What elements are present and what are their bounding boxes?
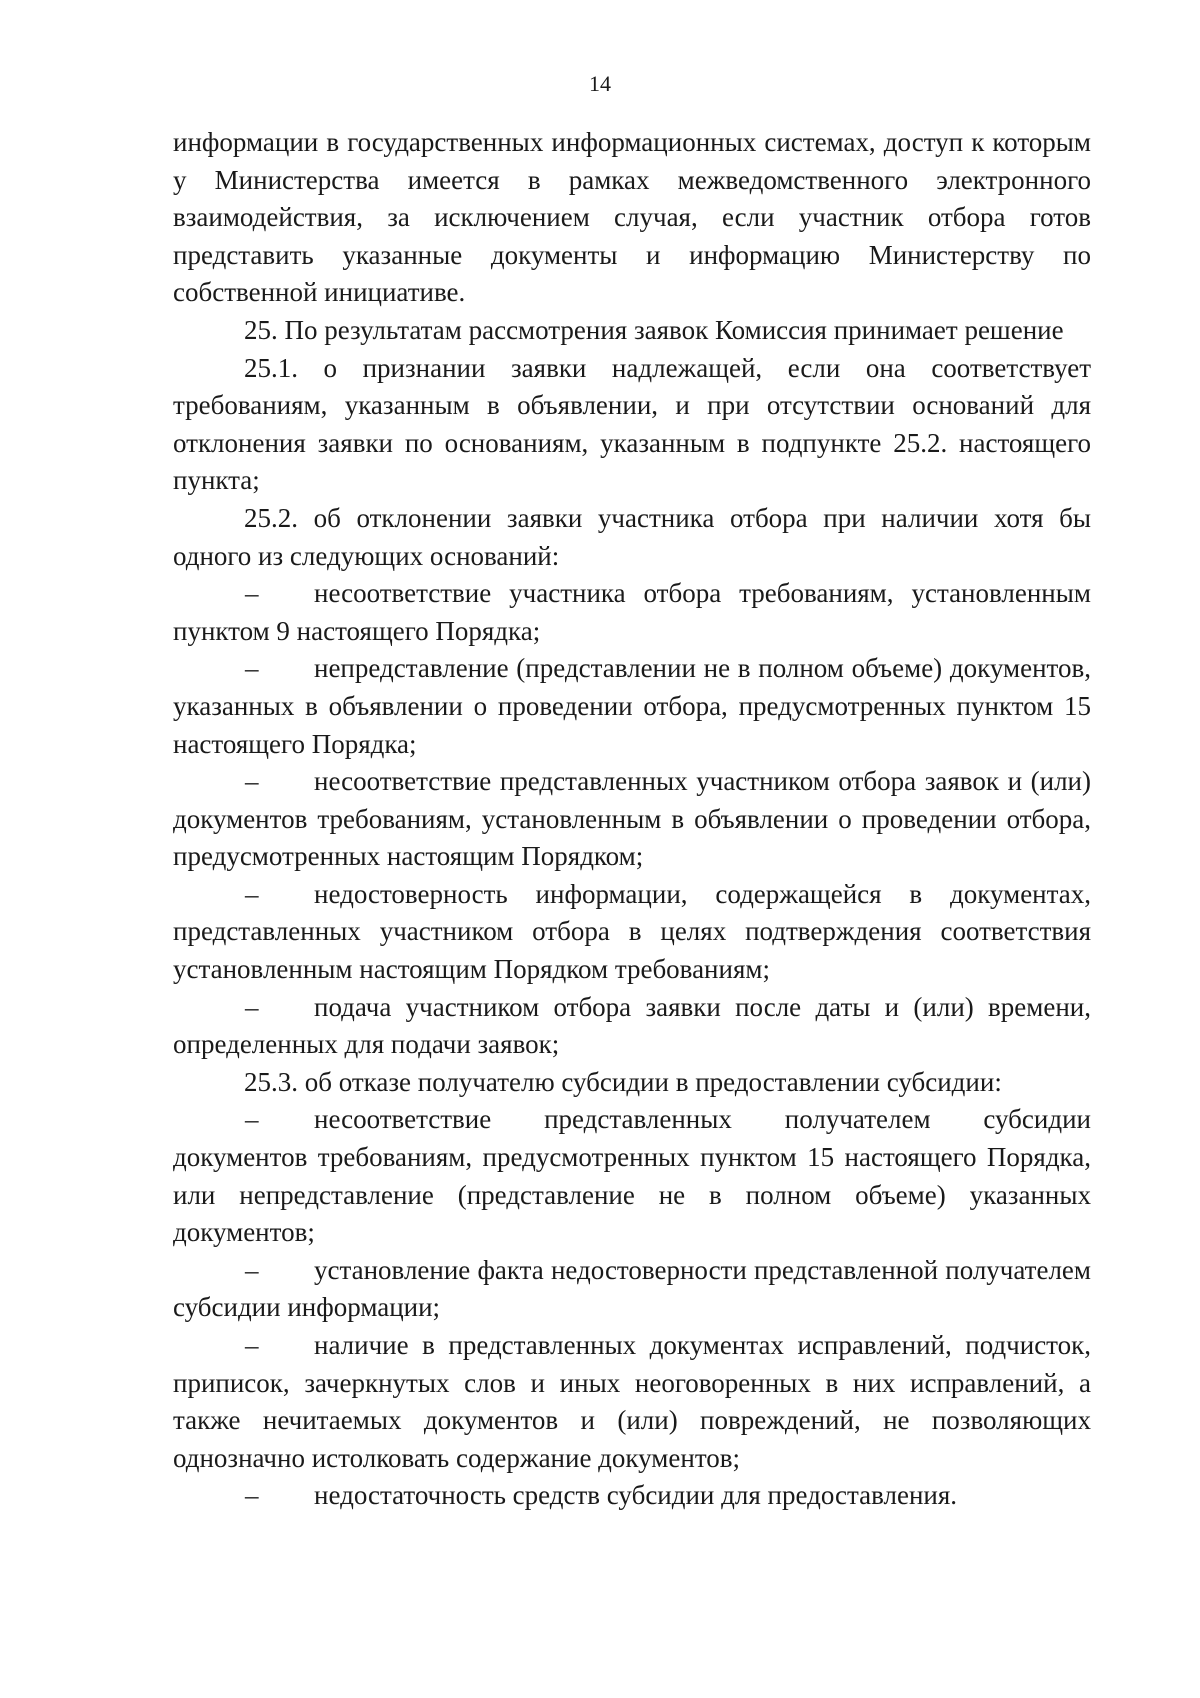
bullet-dash: – [245, 1104, 259, 1135]
bullet-dash: – [245, 653, 259, 684]
list-item [173, 575, 1091, 650]
bullet-dash: – [245, 1330, 259, 1360]
list-item-text: недостоверность информации, содержащейся в документах, представленных участником отбора в целях подтверждения соответствия установленным настоящим Порядком требованиям; [173, 878, 1091, 985]
bullet-dash: – [245, 1480, 259, 1511]
list-item [173, 989, 1091, 1064]
paragraph-item-25-3: 25.3. об отказе получателю субсидии в предоставлении субсидии: [244, 1066, 1002, 1097]
bullet-dash: – [245, 766, 259, 797]
list-item-text: непредставление (представлении не в полном объеме) документов, указанных в объявлении о проведении отбора, предусмотренных пунктом 15 настоящего Порядка; [173, 653, 1091, 759]
document-body [173, 124, 1091, 1515]
list-item [173, 1101, 1091, 1251]
paragraph-continuation: информации в государственных информационных системах, доступ к которым у Министерства имеется в рамках межведомственного электронного взаимодействия, за исключением случая, если участник отбора готов представить указанные документы и информацию Министерству по собственной инициативе. [173, 127, 1091, 308]
list-item-text: установление факта недостоверности представленной получателем субсидии информации; [173, 1254, 1091, 1323]
list-item [173, 650, 1091, 763]
bullet-dash: – [245, 1254, 259, 1285]
list-item [173, 1327, 1091, 1477]
list-item-text: недостаточность средств субсидии для предоставления. [314, 1480, 958, 1511]
paragraph-item-25: 25. По результатам рассмотрения заявок Комиссия принимает решение [244, 314, 1064, 345]
list-item [173, 1252, 1091, 1327]
list-item-text: наличие в представленных документах исправлений, подчисток, приписок, зачеркнутых слов и иных неоговоренных в них исправлений, а также нечитаемых документов и (или) повреждений, не позволяющих однозначно истолковать содержание документов; [173, 1330, 1091, 1473]
paragraph-item-25-2: 25.2. об отклонении заявки участника отбора при наличии хотя бы одного из следующих оснований: [173, 502, 1091, 571]
paragraph-item-25-1: 25.1. о признании заявки надлежащей, если она соответствует требованиям, указанным в объявлении, и при отсутствии оснований для отклонения заявки по основаниям, указанным в подпункте 25.2. настоящего пункта; [173, 352, 1091, 496]
list-item-text: несоответствие участника отбора требованиям, установленным пунктом 9 настоящего Порядка; [173, 578, 1091, 646]
bullet-dash: – [245, 878, 259, 909]
page-number: 14 [589, 71, 611, 96]
list-item [173, 876, 1091, 989]
bullet-dash: – [245, 991, 259, 1022]
list-item [173, 763, 1091, 876]
list-item-text: подача участником отбора заявки после даты и (или) времени, определенных для подачи заявок; [173, 991, 1091, 1060]
list-item-text: несоответствие представленных получателем субсидии документов требованиям, предусмотренных пунктом 15 настоящего Порядка, или непредставление (представление не в полном объеме) указанных документов; [173, 1104, 1091, 1248]
list-item-text: несоответствие представленных участником отбора заявок и (или) документов требованиям, установленным в объявлении о проведении отбора, предусмотренных настоящим Порядком; [173, 766, 1091, 872]
bullet-dash: – [245, 578, 259, 609]
list-item [173, 1477, 1091, 1515]
